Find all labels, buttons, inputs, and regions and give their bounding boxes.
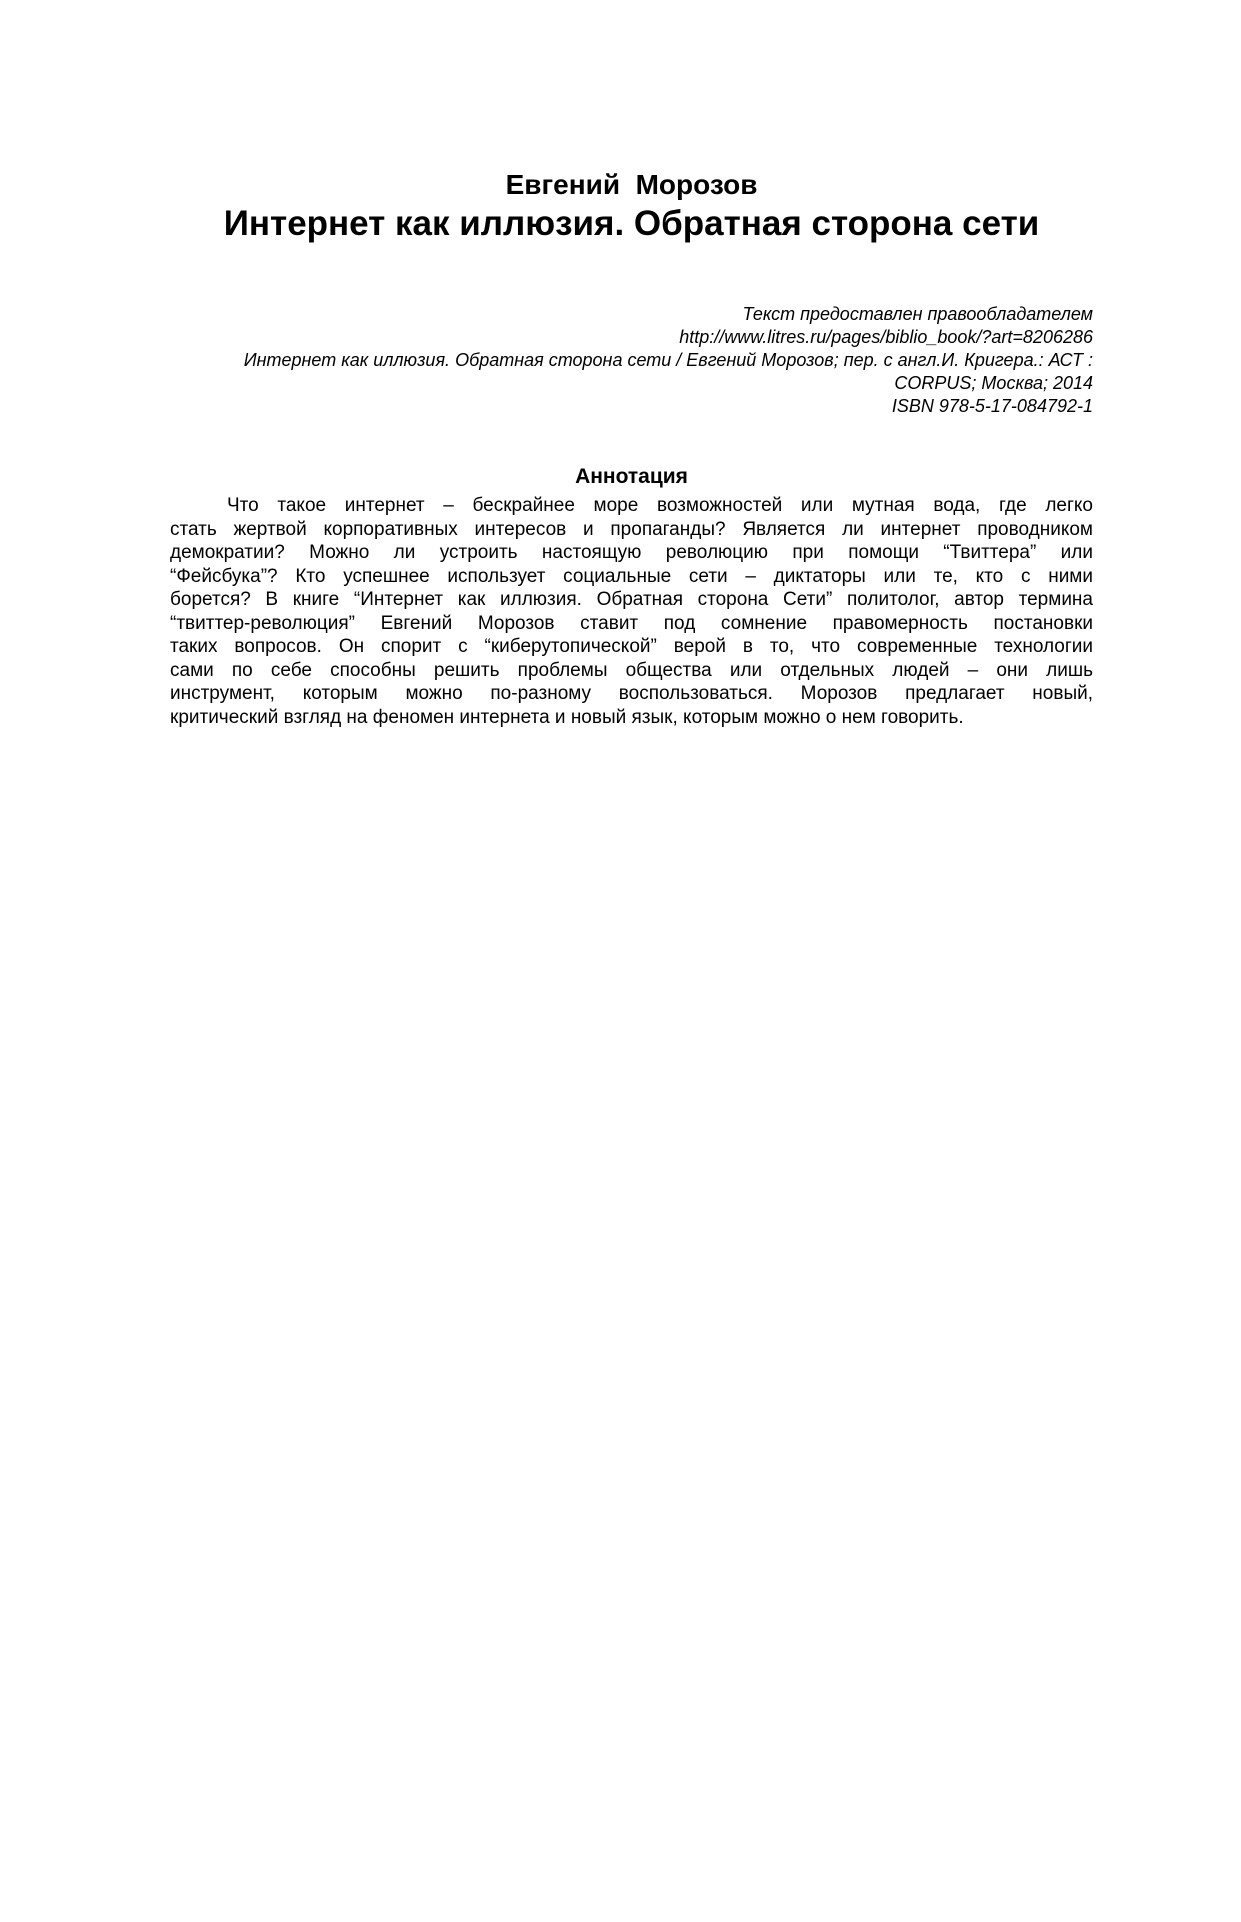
imprint-provider-line: Текст предоставлен правообладателем bbox=[742, 304, 1093, 324]
imprint-publisher-line: CORPUS; Москва; 2014 bbox=[894, 373, 1093, 393]
document-page bbox=[0, 168, 1241, 1922]
annotation-line: таких вопросов. Он спорит с “киберутопической” верой в то, что современные технологии bbox=[170, 636, 1093, 657]
annotation-line: инструмент, которым можно по-разному воспользоваться. Морозов предлагает новый, bbox=[170, 683, 1093, 704]
annotation-line: сами по себе способны решить проблемы общества или отдельных людей – они лишь bbox=[170, 659, 1093, 681]
page-content bbox=[0, 168, 1241, 729]
annotation-line: стать жертвой корпоративных интересов и пропаганды? Является ли интернет проводником bbox=[170, 518, 1093, 540]
annotation-paragraph bbox=[170, 494, 1093, 729]
annotation-line: демократии? Можно ли устроить настоящую революцию при помощи “Твиттера” или bbox=[170, 542, 1093, 563]
author-name: Евгений Морозов bbox=[505, 169, 758, 200]
imprint-block bbox=[170, 303, 1093, 418]
imprint-isbn-line: ISBN 978-5-17-084792-1 bbox=[891, 396, 1093, 416]
annotation-line: Что такое интернет – бескрайнее море возможностей или мутная вода, где легко bbox=[227, 495, 1093, 516]
imprint-citation-line: Интернет как иллюзия. Обратная сторона сети / Евгений Морозов; пер. с англ.И. Кригера.: АСТ : bbox=[243, 350, 1093, 370]
annotation-line: “твиттер-революция” Евгений Морозов ставит под сомнение правомерность постановки bbox=[170, 612, 1093, 634]
book-title: Интернет как иллюзия. Обратная сторона сети bbox=[223, 204, 1040, 243]
annotation-line: “Фейсбука”? Кто успешнее использует социальные сети – диктаторы или те, кто с ними bbox=[170, 565, 1093, 587]
litres-url-link[interactable]: http://www.litres.ru/pages/biblio_book/?art=8206286 bbox=[679, 327, 1093, 347]
annotation-line: критический взгляд на феномен интернета и новый язык, которым можно о нем говорить. bbox=[170, 706, 964, 728]
annotation-line: борется? В книге “Интернет как иллюзия. Обратная сторона Сети” политолог, автор термина bbox=[170, 589, 1093, 610]
annotation-heading: Аннотация bbox=[575, 465, 688, 488]
